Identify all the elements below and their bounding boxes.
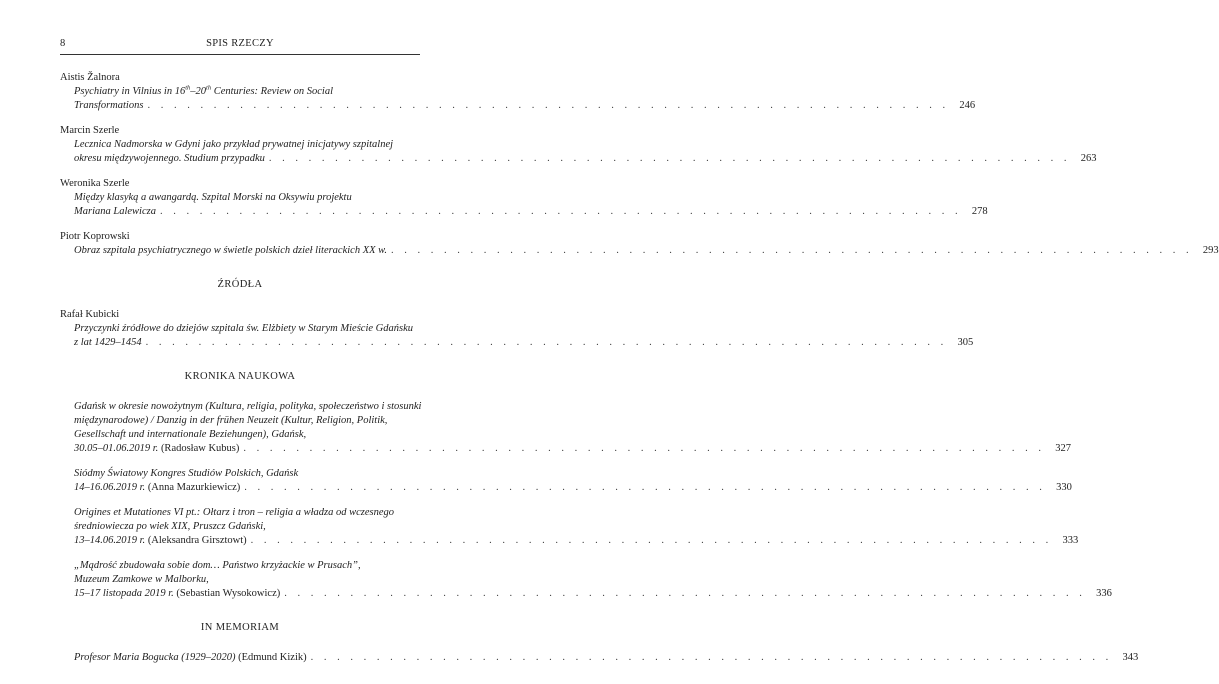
dot-leader: . . . . . . . . . . . . . . . . . . . . . . . . . . . . . . . . . . . . . . . . . . . . . . . . . . . . . . . . . . . . . bbox=[310, 652, 1113, 663]
entry-title-line bbox=[60, 559, 420, 573]
entry-title-part: Lecznica Nadmorska w Gdyni jako przykład prywatnej inicjatywy szpitalnej bbox=[74, 139, 394, 150]
page-ref[interactable]: 278 bbox=[971, 206, 988, 217]
toc-entry bbox=[60, 308, 974, 350]
entry-title-line bbox=[60, 651, 1139, 665]
entry-date: 15–17 listopada 2019 r. bbox=[74, 588, 174, 599]
entry-title-line bbox=[60, 534, 1079, 548]
entry-author: Marcin Szerle bbox=[60, 125, 120, 136]
entry-title-line bbox=[60, 191, 420, 205]
entry-title-line bbox=[60, 414, 420, 428]
entry-title-part: średniowiecza po wiek XIX, Pruszcz Gdański, bbox=[74, 521, 266, 532]
section-heading-kronika: KRONIKA NAUKOWA bbox=[184, 371, 296, 382]
entry-title-line bbox=[60, 322, 420, 336]
entry-title-line bbox=[60, 336, 974, 350]
entry-title-part: Muzeum Zamkowe w Malborku, bbox=[74, 574, 209, 585]
entry-title-line bbox=[60, 244, 1219, 258]
page-header bbox=[60, 38, 420, 52]
entry-title-line bbox=[60, 152, 1097, 166]
entry-date: 14–16.06.2019 r. bbox=[74, 482, 146, 493]
entry-title-part: Obraz szpitala psychiatrycznego w świetle polskich dzieł literackich XX w. bbox=[74, 245, 388, 256]
page-ref[interactable]: 327 bbox=[1055, 443, 1072, 454]
superscript: th bbox=[206, 84, 212, 92]
dot-leader: . . . . . . . . . . . . . . . . . . . . . . . . . . . . . . . . . . . . . . . . . . . . . . . . . . . . . . . . . . . . . bbox=[391, 245, 1193, 256]
entry-title-part: Psychiatry in Vilnius in 16 bbox=[74, 86, 186, 97]
dot-leader: . . . . . . . . . . . . . . . . . . . . . . . . . . . . . . . . . . . . . . . . . . . . . . . . . . . . . . . . . . . . . bbox=[268, 153, 1071, 164]
entry-reporter: (Radosław Kubus) bbox=[158, 443, 240, 454]
entry-title-line bbox=[60, 400, 420, 414]
dot-leader: . . . . . . . . . . . . . . . . . . . . . . . . . . . . . . . . . . . . . . . . . . . . . . . . . . . . . . . . . . . . . bbox=[250, 535, 1053, 546]
table-of-contents bbox=[60, 71, 1219, 676]
entry-title-part: Siódmy Światowy Kongres Studiów Polskich, Gdańsk bbox=[74, 468, 299, 479]
dot-leader: . . . . . . . . . . . . . . . . . . . . . . . . . . . . . . . . . . . . . . . . . . . . . . . . . . . . . . . . . . . . . bbox=[145, 337, 948, 348]
toc-entry bbox=[60, 230, 1219, 258]
entry-reporter: (Sebastian Wysokowicz) bbox=[173, 588, 281, 599]
toc-entry bbox=[60, 400, 1072, 456]
entry-title-line bbox=[60, 520, 420, 534]
page-ref[interactable]: 293 bbox=[1202, 245, 1219, 256]
entry-title-line bbox=[60, 85, 420, 99]
page-ref[interactable]: 305 bbox=[957, 337, 974, 348]
entry-title-line bbox=[60, 99, 976, 113]
entry-title-line bbox=[60, 573, 420, 587]
toc-entry bbox=[60, 467, 1072, 495]
page-ref[interactable]: 246 bbox=[959, 100, 976, 111]
entry-title-part: „Mądrość zbudowała sobie dom… Państwo krzyżackie w Prusach”, bbox=[74, 560, 361, 571]
entry-title-part: z lat 1429–1454 bbox=[74, 337, 142, 348]
entry-title-line bbox=[60, 506, 420, 520]
dot-leader: . . . . . . . . . . . . . . . . . . . . . . . . . . . . . . . . . . . . . . . . . . . . . . . . . . . . . . . . . . . . . bbox=[147, 100, 950, 111]
dot-leader: . . . . . . . . . . . . . . . . . . . . . . . . . . . . . . . . . . . . . . . . . . . . . . . . . . . . . . . . . . . . . bbox=[244, 482, 1046, 493]
section-heading-memoriam: IN MEMORIAM bbox=[200, 622, 280, 633]
entry-title-line bbox=[60, 205, 988, 219]
toc-entry bbox=[60, 71, 976, 113]
dot-leader: . . . . . . . . . . . . . . . . . . . . . . . . . . . . . . . . . . . . . . . . . . . . . . . . . . . . . . . . . . . . . bbox=[284, 588, 1086, 599]
entry-reporter: (Aleksandra Girsztowt) bbox=[145, 535, 247, 546]
entry-title-line bbox=[60, 138, 420, 152]
entry-author: Piotr Koprowski bbox=[60, 231, 130, 242]
entry-author: Weronika Szerle bbox=[60, 178, 130, 189]
entry-reporter: (Edmund Kizik) bbox=[235, 652, 307, 663]
entry-title-part: Przyczynki źródłowe do dziejów szpitala św. Elżbiety w Starym Mieście Gdańsku bbox=[74, 323, 413, 334]
entry-title-part: Transformations bbox=[74, 100, 144, 111]
toc-entry bbox=[60, 559, 1112, 601]
entry-title-line bbox=[60, 587, 1112, 601]
running-title: SPIS RZECZY bbox=[206, 38, 274, 49]
page-number: 8 bbox=[60, 38, 66, 49]
superscript: th bbox=[185, 84, 191, 92]
entry-title-part: Mariana Lalewicza bbox=[74, 206, 156, 217]
header-rule bbox=[60, 54, 420, 55]
toc-entry bbox=[60, 124, 1097, 166]
section-heading-zrodla: ŹRÓDŁA bbox=[217, 279, 263, 290]
entry-title-line bbox=[60, 428, 420, 442]
page-ref[interactable]: 263 bbox=[1080, 153, 1097, 164]
page-ref[interactable]: 343 bbox=[1122, 652, 1139, 663]
entry-title-part: Gesellschaft und internationale Beziehungen), Gdańsk, bbox=[74, 429, 307, 440]
entry-title-part: Między klasyką a awangardą. Szpital Morski na Oksywiu projektu bbox=[74, 192, 352, 203]
entry-title-part: Origines et Mutationes VI pt.: Ołtarz i tron – religia a władza od wczesnego bbox=[74, 507, 395, 518]
entry-title-line bbox=[60, 481, 1072, 495]
toc-entry bbox=[60, 177, 988, 219]
entry-reporter: (Anna Mazurkiewicz) bbox=[145, 482, 241, 493]
entry-title-line bbox=[60, 467, 420, 481]
entry-title-line bbox=[60, 442, 1072, 456]
page-ref[interactable]: 336 bbox=[1096, 588, 1112, 599]
entry-title-part: Centuries: Review on Social bbox=[211, 86, 333, 97]
entry-author: Aistis Žalnora bbox=[60, 72, 120, 83]
entry-date: 30.05–01.06.2019 r. bbox=[74, 443, 159, 454]
dot-leader: . . . . . . . . . . . . . . . . . . . . . . . . . . . . . . . . . . . . . . . . . . . . . . . . . . . . . . . . . . . . . bbox=[159, 206, 962, 217]
page-ref[interactable]: 333 bbox=[1062, 535, 1079, 546]
dot-leader: . . . . . . . . . . . . . . . . . . . . . . . . . . . . . . . . . . . . . . . . . . . . . . . . . . . . . . . . . . . . . bbox=[243, 443, 1046, 454]
toc-entry bbox=[60, 651, 1139, 665]
entry-title-part: Profesor Maria Bogucka (1929–2020) bbox=[74, 652, 236, 663]
entry-title-part: –20 bbox=[190, 86, 207, 97]
entry-date: 13–14.06.2019 r. bbox=[74, 535, 146, 546]
entry-title-part: okresu międzywojennego. Studium przypadku bbox=[74, 153, 265, 164]
toc-entry bbox=[60, 506, 1079, 548]
entry-author: Rafał Kubicki bbox=[60, 309, 120, 320]
entry-title-part: międzynarodowe) / Danzig in der frühen Neuzeit (Kultur, Religion, Politik, bbox=[74, 415, 388, 426]
page-ref[interactable]: 330 bbox=[1056, 482, 1072, 493]
entry-title-part: Gdańsk w okresie nowożytnym (Kultura, religia, polityka, społeczeństwo i stosunki bbox=[74, 401, 422, 412]
